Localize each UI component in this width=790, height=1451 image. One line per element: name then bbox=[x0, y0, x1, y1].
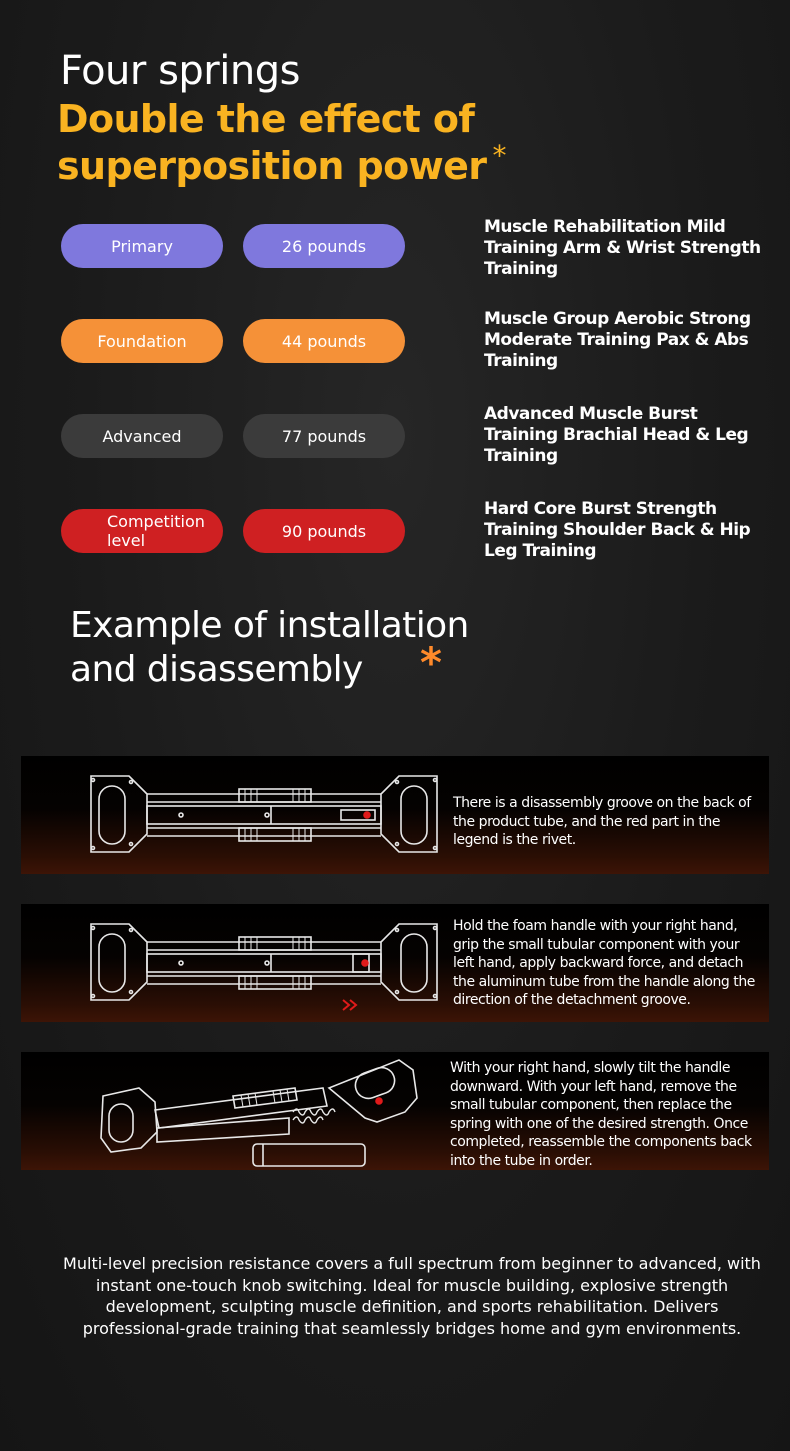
level-description: Advanced Muscle Burst Training Brachial Head & Leg Training bbox=[484, 404, 749, 466]
install-step-1 bbox=[21, 756, 769, 874]
level-row-advanced bbox=[0, 404, 790, 484]
install-step-2-text: Hold the foam handle with your right hand, grip the small tubular component with your left hand, apply backward force, and detach the aluminum tube from the handle along the direction of the detachment groove. bbox=[453, 918, 755, 1008]
title-double-effect bbox=[57, 96, 557, 193]
level-pill-competition: Competition level bbox=[61, 509, 223, 553]
rivet-marker bbox=[364, 812, 370, 818]
expander-spring-replace-illustration bbox=[93, 1054, 423, 1170]
title-double-effect-text: Double the effect of superposition power bbox=[57, 97, 487, 188]
direction-arrow-icon bbox=[343, 1000, 356, 1010]
level-pill-primary: Primary bbox=[61, 224, 223, 268]
weight-pill-77: 77 pounds bbox=[243, 414, 405, 458]
install-step-2 bbox=[21, 904, 769, 1022]
footer-description: Multi-level precision resistance covers a full spectrum from beginner to advanced, with instant one-touch knob switching. Ideal for muscle building, explosive strength development, sculpting muscle definition, and sports rehabilitation. Delivers professional-grade training that seamlessly bridges home and gym environments. bbox=[63, 1254, 761, 1338]
level-description: Hard Core Burst Strength Training Shoulder Back & Hip Leg Training bbox=[484, 499, 751, 561]
level-pill-advanced: Advanced bbox=[61, 414, 223, 458]
rivet-marker bbox=[376, 1098, 382, 1104]
title-star: * bbox=[492, 139, 506, 172]
level-row-competition bbox=[0, 499, 790, 579]
title-four-springs: Four springs bbox=[60, 48, 300, 94]
install-step-1-text: There is a disassembly groove on the back of the product tube, and the red part in the legend is the rivet. bbox=[453, 795, 751, 848]
weight-pill-26: 26 pounds bbox=[243, 224, 405, 268]
spring-icon bbox=[293, 1109, 335, 1123]
install-step-3 bbox=[21, 1052, 769, 1170]
install-step-3-text: With your right hand, slowly tilt the handle downward. With your left hand, remove the small tubular component, then replace the spring with one of the desired strength. Once completed, reassemble the components back into the tube in order. bbox=[450, 1060, 752, 1169]
level-description: Muscle Group Aerobic Strong Moderate Training Pax & Abs Training bbox=[484, 309, 751, 371]
weight-pill-90: 90 pounds bbox=[243, 509, 405, 553]
asterisk-icon: * bbox=[420, 638, 442, 687]
level-pill-foundation: Foundation bbox=[61, 319, 223, 363]
weight-pill-44: 44 pounds bbox=[243, 319, 405, 363]
level-row-primary bbox=[0, 217, 790, 294]
level-description: Muscle Rehabilitation Mild Training Arm & Wrist Strength Training bbox=[484, 217, 761, 279]
level-row-foundation bbox=[0, 309, 790, 389]
expander-detach-illustration bbox=[81, 910, 451, 1016]
rivet-marker bbox=[362, 960, 368, 966]
installation-title: Example of installation and disassembly bbox=[70, 605, 469, 690]
expander-closed-illustration bbox=[81, 762, 451, 868]
